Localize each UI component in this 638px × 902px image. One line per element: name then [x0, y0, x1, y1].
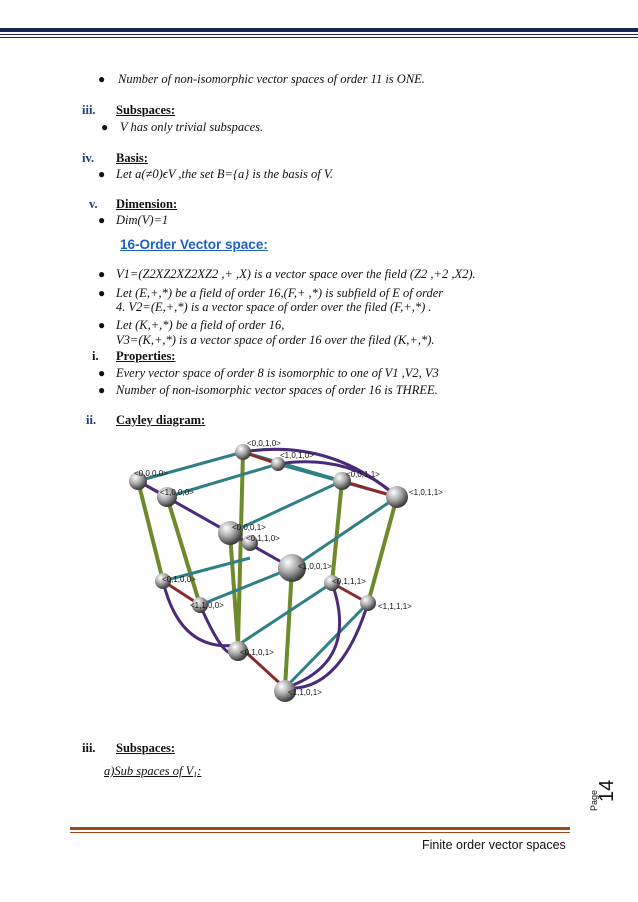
roman-numeral: v. [89, 197, 98, 211]
text-line: Number of non-isomorphic vector spaces of order 11 is ONE. [118, 72, 425, 86]
roman-numeral: iii. [82, 103, 96, 117]
node-label: <1,0,1,0> [280, 451, 314, 460]
bullet: ● [98, 167, 106, 181]
node-label: <0,1,0,1> [240, 648, 274, 657]
node-label: <0,0,0,0> [134, 469, 168, 478]
text-line: Dim(V)=1 [116, 213, 169, 227]
text-line: Number of non-isomorphic vector spaces of order 16 is THREE. [116, 383, 438, 397]
text-line: Let a(≠0)ϵV ,the set B={a} is the basis of V. [116, 167, 334, 181]
bullet: ● [101, 120, 109, 134]
page-number: 14 [596, 779, 618, 802]
bullet: ● [98, 318, 106, 332]
heading-basis: Basis: [116, 151, 148, 165]
footer-rule-thin [70, 832, 570, 833]
heading-subspaces-2: Subspaces: [116, 741, 176, 755]
bullet: ● [98, 383, 106, 397]
node-label: <0,1,0,0> [162, 575, 196, 584]
heading-cayley: Cayley diagram: [116, 413, 206, 427]
cayley-diagram [120, 433, 460, 713]
footer-rule-thick [70, 827, 570, 830]
bullet: ● [98, 286, 106, 300]
node-label: <1,0,0,1> [298, 562, 332, 571]
node-label: <1,0,0,0> [160, 488, 194, 497]
heading-subspaces: Subspaces: [116, 103, 176, 117]
node-label: <0,1,1,1> [332, 577, 366, 586]
node-label: <0,0,0,1> [232, 523, 266, 532]
node-label: <1,1,0,1> [288, 688, 322, 697]
node-label: <1,1,0,0> [190, 601, 224, 610]
text-line: V3=(K,+,*) is a vector space of order 16 over the filed (K,+,*). [116, 333, 435, 347]
text-line: V1=(Z2XZ2XZ2XZ2 ,+ ,X) is a vector space over the field (Z2 ,+2 ,X2). [116, 267, 476, 281]
roman-numeral: iii. [82, 741, 96, 755]
node-label: <1,0,1,1> [409, 488, 443, 497]
subheading-v1: a)Sub spaces of $V_1$: [104, 764, 202, 779]
bullet: ● [98, 72, 106, 86]
header-rule-thick [0, 28, 638, 32]
heading-properties: Properties: [116, 349, 176, 363]
heading-dimension: Dimension: [116, 197, 178, 211]
node-label: <0,1,1,0> [246, 534, 280, 543]
graph-nodes [129, 444, 408, 702]
section-title: 16-Order Vector space: [120, 237, 268, 252]
node-label: <0,0,1,1> [346, 470, 380, 479]
roman-numeral: iv. [82, 151, 95, 165]
bullet: ● [98, 267, 106, 281]
text-line: Let (E,+,*) be a field of order 16,(F,+ ,*) is subfield of E of order [116, 286, 444, 300]
bullet: ● [98, 366, 106, 380]
text-line: 4. V2=(E,+,*) is a vector space of order over the filed (F,+,*) . [116, 300, 432, 314]
node-label: <0,0,1,0> [247, 439, 281, 448]
text-line: Every vector space of order 8 is isomorphic to one of V1 ,V2, V3 [116, 366, 439, 380]
node-label: <1,1,1,1> [378, 602, 412, 611]
page-label: Page [589, 789, 599, 811]
header-rule-thin-2 [0, 37, 638, 38]
roman-numeral: ii. [86, 413, 97, 427]
footer-title: Finite order vector spaces [422, 838, 566, 852]
bullet: ● [98, 213, 106, 227]
text-line: Let (K,+,*) be a field of order 16, [116, 318, 285, 332]
text-line: V has only trivial subspaces. [120, 120, 264, 134]
roman-numeral: i. [92, 349, 99, 363]
header-rule-thin [0, 34, 638, 35]
